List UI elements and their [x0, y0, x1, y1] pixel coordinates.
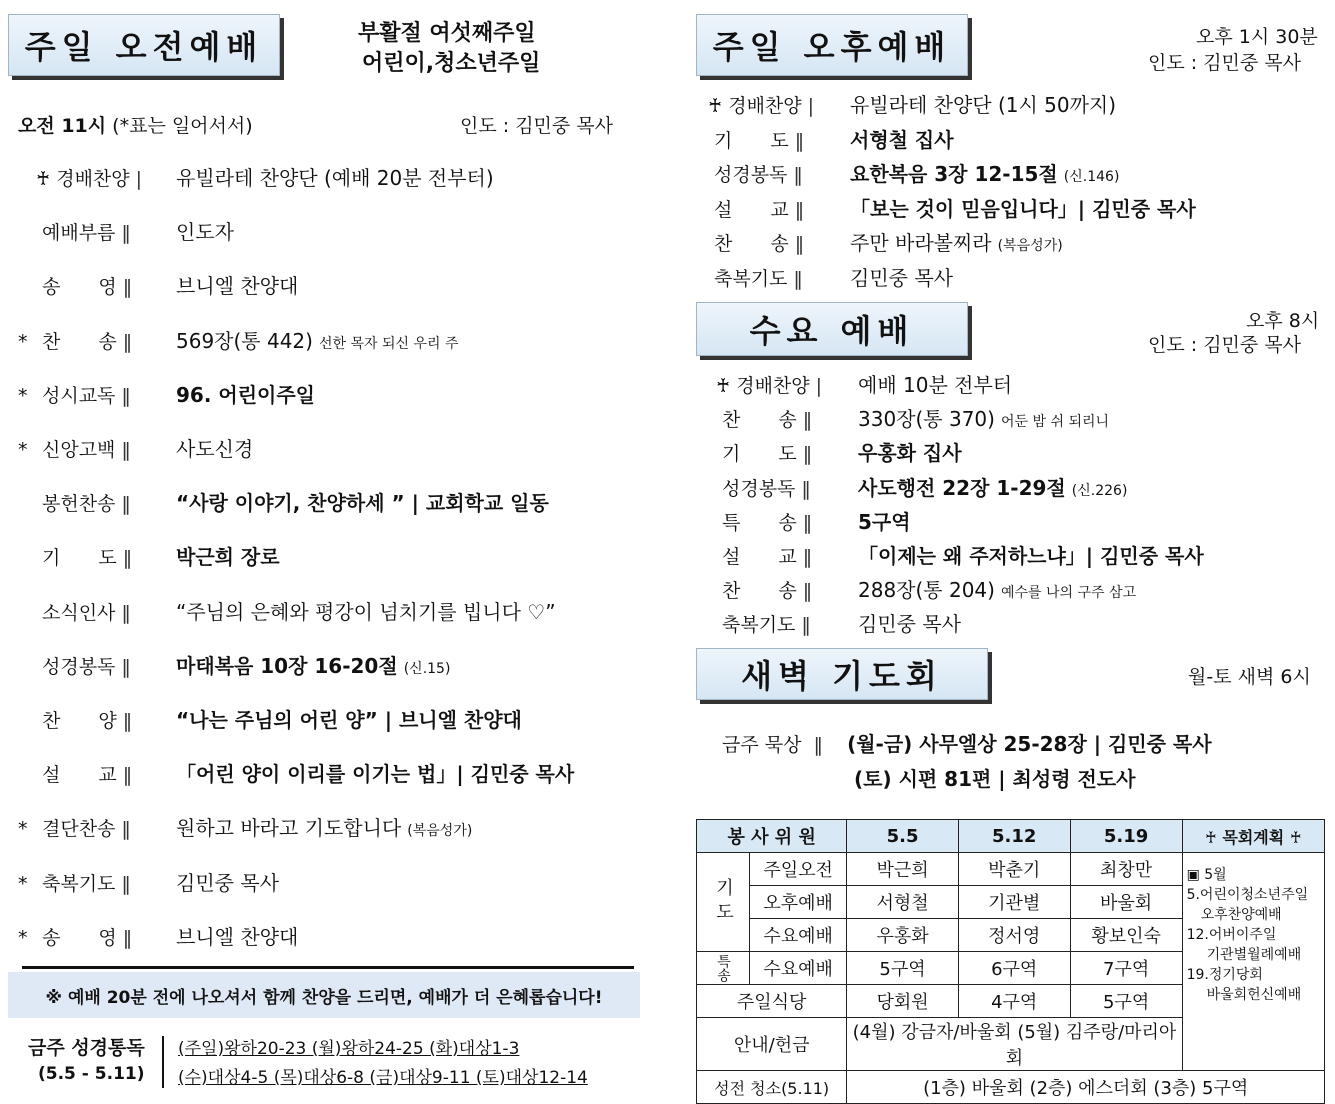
- order-label-text: 축복기도: [42, 872, 116, 895]
- order-separator: ‖: [122, 764, 133, 787]
- morning-time: 오전 11시: [18, 115, 107, 137]
- order-label-text: 봉헌찬송: [42, 493, 116, 516]
- afternoon-title: 주일 오후예배: [696, 14, 968, 76]
- order-label-text: 기 도: [722, 443, 797, 466]
- order-label-text: 성시교독: [42, 384, 116, 407]
- order-content: 「어린 양이 이리를 이기는 법」| 김민중 목사: [176, 762, 575, 787]
- order-item: [18, 433, 253, 462]
- order-content: “나는 주님의 어린 양” | 브니엘 찬양대: [176, 708, 522, 732]
- order-item: [18, 758, 574, 787]
- order-content: “사랑 이야기, 찬양하세 ” | 교회학교 일동: [176, 491, 549, 516]
- order-note: 선한 목자 되신 우리 주: [319, 335, 459, 352]
- order-content: 유빌라테 찬양단 (1시 50까지): [850, 93, 1117, 117]
- order-separator: ‖: [794, 129, 805, 152]
- order-label: [36, 652, 176, 679]
- table-header-volunteers: 봉 사 위 원: [697, 820, 847, 853]
- morning-subtitle-2: 어린이,청소년주일: [362, 51, 541, 76]
- order-separator: ‖: [793, 267, 803, 290]
- table-cell: 정서영: [958, 919, 1070, 952]
- order-label: [708, 264, 850, 291]
- wednesday-time: 오후 8시: [1246, 310, 1320, 332]
- order-label: [36, 327, 176, 354]
- order-separator: ‖: [122, 547, 133, 570]
- table-header-plan: ♰ 목회계획 ♰: [1182, 820, 1324, 853]
- service-volunteer-table: [696, 819, 1325, 1104]
- order-label-text: 기 도: [42, 547, 117, 570]
- order-item: [708, 227, 1063, 256]
- table-cell: 황보인숙: [1070, 919, 1182, 952]
- order-item: [18, 541, 280, 570]
- table-header-date: 5.19: [1070, 820, 1182, 853]
- order-label-text: 축복기도: [714, 267, 788, 290]
- order-content: 브니엘 찬양대: [176, 924, 299, 949]
- morning-subtitle-1: 부활절 여섯째주일: [358, 21, 536, 46]
- order-item: [716, 540, 1204, 569]
- order-item: [18, 650, 450, 679]
- order-content: 유빌라테 찬양단 (예배 20분 전부터): [176, 166, 494, 190]
- order-label: [708, 195, 850, 222]
- order-separator: ‖: [794, 233, 805, 255]
- table-cell: 서형철: [847, 886, 958, 919]
- order-label: [708, 91, 850, 118]
- pastoral-plan-cell: [1182, 853, 1324, 1071]
- order-content: 우홍화 집사: [858, 441, 962, 466]
- order-content: 사도신경: [176, 437, 254, 461]
- order-item: [18, 379, 315, 408]
- order-item: [716, 506, 911, 535]
- order-label: [716, 405, 858, 432]
- order-item: [708, 124, 954, 153]
- order-label-text: 축복기도: [722, 614, 796, 637]
- order-item: [18, 596, 556, 625]
- order-label-text: 설 교: [714, 198, 789, 221]
- order-label: [36, 923, 176, 950]
- order-label-text: 예배부름: [42, 222, 116, 245]
- order-note: (신.15): [403, 660, 451, 677]
- order-separator: ‖: [121, 655, 131, 678]
- dawn-label: 금주 묵상: [722, 734, 802, 756]
- order-note: 예수를 나의 구주 삼고: [1001, 585, 1137, 602]
- order-note: (신.146): [1063, 169, 1120, 185]
- order-label: [36, 272, 176, 299]
- plan-line: 19.정기당회: [1186, 967, 1263, 983]
- dawn-row-1: [722, 728, 1212, 757]
- dawn-sep: ‖: [813, 734, 824, 756]
- dawn-time: 월-토 새벽 6시: [1188, 666, 1311, 688]
- order-separator: |: [807, 95, 815, 117]
- order-item: [716, 608, 961, 637]
- order-label-text: 설 교: [42, 764, 117, 787]
- order-content: 인도자: [176, 220, 234, 245]
- stand-marker: *: [18, 926, 28, 949]
- order-content: 예배 10분 전부터: [858, 373, 1013, 397]
- table-cell: 7구역: [1070, 952, 1182, 985]
- order-label: [708, 160, 850, 187]
- order-label: [716, 610, 858, 637]
- order-label: [716, 474, 858, 501]
- order-item: [18, 812, 472, 841]
- order-separator: ‖: [801, 477, 811, 500]
- table-cell: (4월) 강금자/바울회 (5월) 김주랑/마리아회: [847, 1018, 1182, 1071]
- morning-leader: 인도 : 김민중 목사: [460, 115, 613, 137]
- bible-reading-line-1: (주일)왕하20-23 (월)왕하24-25 (화)대상1-3: [178, 1039, 520, 1059]
- order-label-text: 소식인사: [42, 601, 116, 624]
- order-content: 원하고 바라고 기도합니다: [176, 816, 402, 841]
- order-separator: ‖: [802, 443, 813, 466]
- table-row-label: 오후예배: [750, 886, 847, 919]
- order-content: 김민중 목사: [850, 265, 953, 290]
- order-item: [708, 262, 953, 291]
- plan-line: 기관별월례예배: [1206, 947, 1302, 963]
- order-label-text: 찬 송: [722, 409, 797, 432]
- order-content: 「보는 것이 믿음입니다」| 김민중 목사: [850, 196, 1196, 221]
- plan-line: 바울회헌신예배: [1206, 987, 1302, 1003]
- morning-time-note: (*표는 일어서서): [112, 115, 253, 137]
- order-separator: ‖: [121, 222, 131, 245]
- order-item: [716, 369, 1012, 398]
- order-separator: ‖: [121, 601, 131, 624]
- dawn-line-2: (토) 시편 81편 | 최성령 전도사: [854, 767, 1136, 791]
- order-content: 서형철 집사: [850, 127, 954, 152]
- table-cell: 바울회: [1070, 886, 1182, 919]
- table-cell: 최창만: [1070, 853, 1182, 886]
- order-label-text: 기 도: [714, 129, 789, 152]
- order-label: [716, 508, 858, 535]
- order-label: [36, 706, 176, 733]
- order-separator: ‖: [793, 164, 803, 186]
- order-item: [708, 89, 1116, 118]
- order-separator: |: [815, 375, 823, 397]
- table-cell: 5구역: [847, 952, 958, 985]
- divider-line: [22, 966, 634, 969]
- order-item: [716, 574, 1136, 603]
- order-item: [716, 437, 962, 466]
- order-label-text: 설 교: [722, 546, 797, 568]
- bible-reading-label: 금주 성경통독: [28, 1037, 145, 1059]
- stand-marker: *: [18, 818, 28, 841]
- order-label-text: 경배찬양: [728, 95, 802, 117]
- order-item: [18, 704, 522, 733]
- table-row-label: 수요예배: [750, 919, 847, 952]
- stand-marker: *: [18, 872, 28, 895]
- table-row-label: 안내/헌금: [697, 1018, 847, 1071]
- special-group-label: 특송: [697, 952, 750, 985]
- order-content: 5구역: [858, 509, 911, 534]
- table-cell: 기관별: [958, 886, 1070, 919]
- bible-reading-line-2: (수)대상4-5 (목)대상6-8 (금)대상9-11 (토)대상12-14: [178, 1068, 588, 1088]
- order-label-text: 성경봉독: [42, 655, 116, 678]
- morning-time-row: [18, 111, 253, 138]
- order-label: [708, 126, 850, 153]
- order-separator: ‖: [802, 580, 813, 603]
- order-separator: |: [135, 168, 143, 190]
- order-content: 요한복음 3장 12-15절: [850, 162, 1058, 186]
- order-separator: ‖: [802, 409, 813, 432]
- table-cell: 5구역: [1070, 985, 1182, 1018]
- order-label: [36, 543, 176, 570]
- order-separator: ‖: [121, 439, 131, 461]
- table-row-label: 주일식당: [697, 985, 847, 1018]
- order-note: (복음성가): [997, 238, 1063, 254]
- order-label-text: 성경봉독: [714, 164, 788, 186]
- cross-icon: ♰: [708, 95, 723, 117]
- order-label-text: 찬 송: [722, 580, 797, 603]
- plan-line: 오후찬양예배: [1200, 907, 1282, 923]
- order-item: [18, 867, 279, 896]
- order-separator: ‖: [122, 926, 133, 949]
- plan-line: 12.어버이주일: [1186, 927, 1277, 943]
- order-content: 330장(통 370): [858, 407, 995, 432]
- cross-icon: ♰: [36, 168, 51, 190]
- order-item: [18, 325, 459, 354]
- table-cell: 당회원: [847, 985, 958, 1018]
- bible-reading-divider: [162, 1036, 164, 1088]
- order-separator: ‖: [121, 818, 131, 841]
- prayer-group-label: 기도: [697, 853, 750, 952]
- order-item: [716, 403, 1109, 432]
- table-cell: 6구역: [958, 952, 1070, 985]
- order-separator: ‖: [122, 710, 133, 732]
- order-label-text: 송 영: [42, 926, 117, 949]
- order-content: 브니엘 찬양대: [176, 274, 299, 299]
- order-label: [716, 576, 858, 603]
- order-content: 96. 어린이주일: [176, 382, 315, 407]
- plan-line: 5.어린이청소년주일: [1186, 887, 1309, 903]
- order-item: [708, 158, 1119, 187]
- wednesday-title: 수요 예배: [696, 302, 968, 356]
- order-label: [708, 229, 850, 256]
- order-content: “주님의 은혜와 평강이 넘치기를 빕니다 ♡”: [176, 599, 556, 624]
- stand-marker: *: [18, 330, 28, 353]
- order-label-text: 송 영: [42, 276, 117, 299]
- order-label-text: 찬 송: [42, 330, 117, 353]
- order-label-text: 찬 송: [714, 233, 789, 255]
- order-separator: ‖: [802, 511, 813, 534]
- table-cell: 4구역: [958, 985, 1070, 1018]
- order-content: 사도행전 22장 1-29절: [858, 475, 1066, 500]
- order-label-text: 특 송: [722, 511, 797, 534]
- bible-reading-dates: (5.5 - 5.11): [38, 1064, 145, 1084]
- order-separator: ‖: [122, 330, 133, 353]
- order-label: [36, 869, 176, 896]
- afternoon-time: 오후 1시 30분: [1196, 26, 1318, 48]
- notice-banner: ※ 예배 20분 전에 나오셔서 함께 찬양을 드리면, 예배가 더 은혜롭습니다!: [8, 972, 640, 1018]
- order-note: (신.226): [1071, 482, 1128, 499]
- order-note: (복음성가): [407, 823, 473, 840]
- order-label: [36, 164, 176, 191]
- order-content: 569장(통 442): [176, 328, 313, 353]
- table-header-date: 5.5: [847, 820, 958, 853]
- order-label: [36, 760, 176, 787]
- order-label-text: 성경봉독: [722, 477, 796, 500]
- order-label: [36, 489, 176, 516]
- order-content: 김민중 목사: [176, 870, 279, 895]
- plan-month: ▣ 5월: [1186, 867, 1227, 883]
- order-separator: ‖: [121, 493, 131, 516]
- table-header-date: 5.12: [958, 820, 1070, 853]
- stand-marker: *: [18, 384, 28, 407]
- order-item: [708, 193, 1196, 222]
- table-row-label: 주일오전: [750, 853, 847, 886]
- order-content: 「이제는 왜 주저하느냐」| 김민중 목사: [858, 544, 1204, 568]
- order-content: 박근희 장로: [176, 545, 280, 570]
- order-separator: ‖: [121, 384, 131, 407]
- order-item: [18, 921, 298, 950]
- dawn-title: 새벽 기도회: [696, 648, 988, 700]
- order-label: [36, 435, 176, 462]
- stand-marker: *: [18, 439, 28, 461]
- order-label-text: 경배찬양: [736, 375, 810, 397]
- order-content: 288장(통 204): [858, 578, 995, 603]
- cross-icon: ♰: [716, 375, 731, 397]
- order-label: [36, 381, 176, 408]
- table-cell: 박춘기: [958, 853, 1070, 886]
- order-item: [18, 162, 494, 191]
- order-label-text: 결단찬송: [42, 818, 116, 841]
- order-item: [18, 216, 234, 245]
- order-item: [18, 487, 549, 516]
- table-cell: (1층) 바울회 (2층) 에스더회 (3층) 5구역: [847, 1071, 1325, 1104]
- table-row-label: 성전 청소(5.11): [697, 1071, 847, 1104]
- table-cell: 우홍화: [847, 919, 958, 952]
- order-label: [36, 598, 176, 625]
- order-label-text: 경배찬양: [56, 168, 130, 190]
- order-label: [716, 371, 858, 398]
- order-label: [716, 439, 858, 466]
- order-item: [716, 472, 1127, 501]
- order-separator: ‖: [794, 198, 805, 221]
- dawn-line-1: (월-금) 사무엘상 25-28장 | 김민중 목사: [847, 732, 1212, 756]
- order-item: [18, 270, 298, 299]
- order-label: [36, 814, 176, 841]
- order-separator: ‖: [121, 872, 131, 895]
- order-note: 어둔 밤 쉬 되리니: [1001, 414, 1110, 431]
- wednesday-leader: 인도 : 김민중 목사: [1148, 334, 1301, 356]
- order-label: [36, 218, 176, 245]
- order-separator: ‖: [801, 614, 811, 637]
- order-content: 주만 바라볼찌라: [850, 231, 992, 255]
- table-cell: 박근희: [847, 853, 958, 886]
- order-separator: ‖: [802, 546, 813, 568]
- order-separator: ‖: [122, 276, 133, 299]
- afternoon-leader: 인도 : 김민중 목사: [1148, 52, 1301, 74]
- order-label-text: 신앙고백: [42, 439, 116, 461]
- order-label: [716, 542, 858, 569]
- morning-title: 주일 오전예배: [8, 14, 280, 76]
- table-row-label: 수요예배: [750, 952, 847, 985]
- order-content: 김민중 목사: [858, 612, 961, 637]
- order-label-text: 찬 양: [42, 710, 117, 732]
- order-content: 마태복음 10장 16-20절: [176, 653, 398, 678]
